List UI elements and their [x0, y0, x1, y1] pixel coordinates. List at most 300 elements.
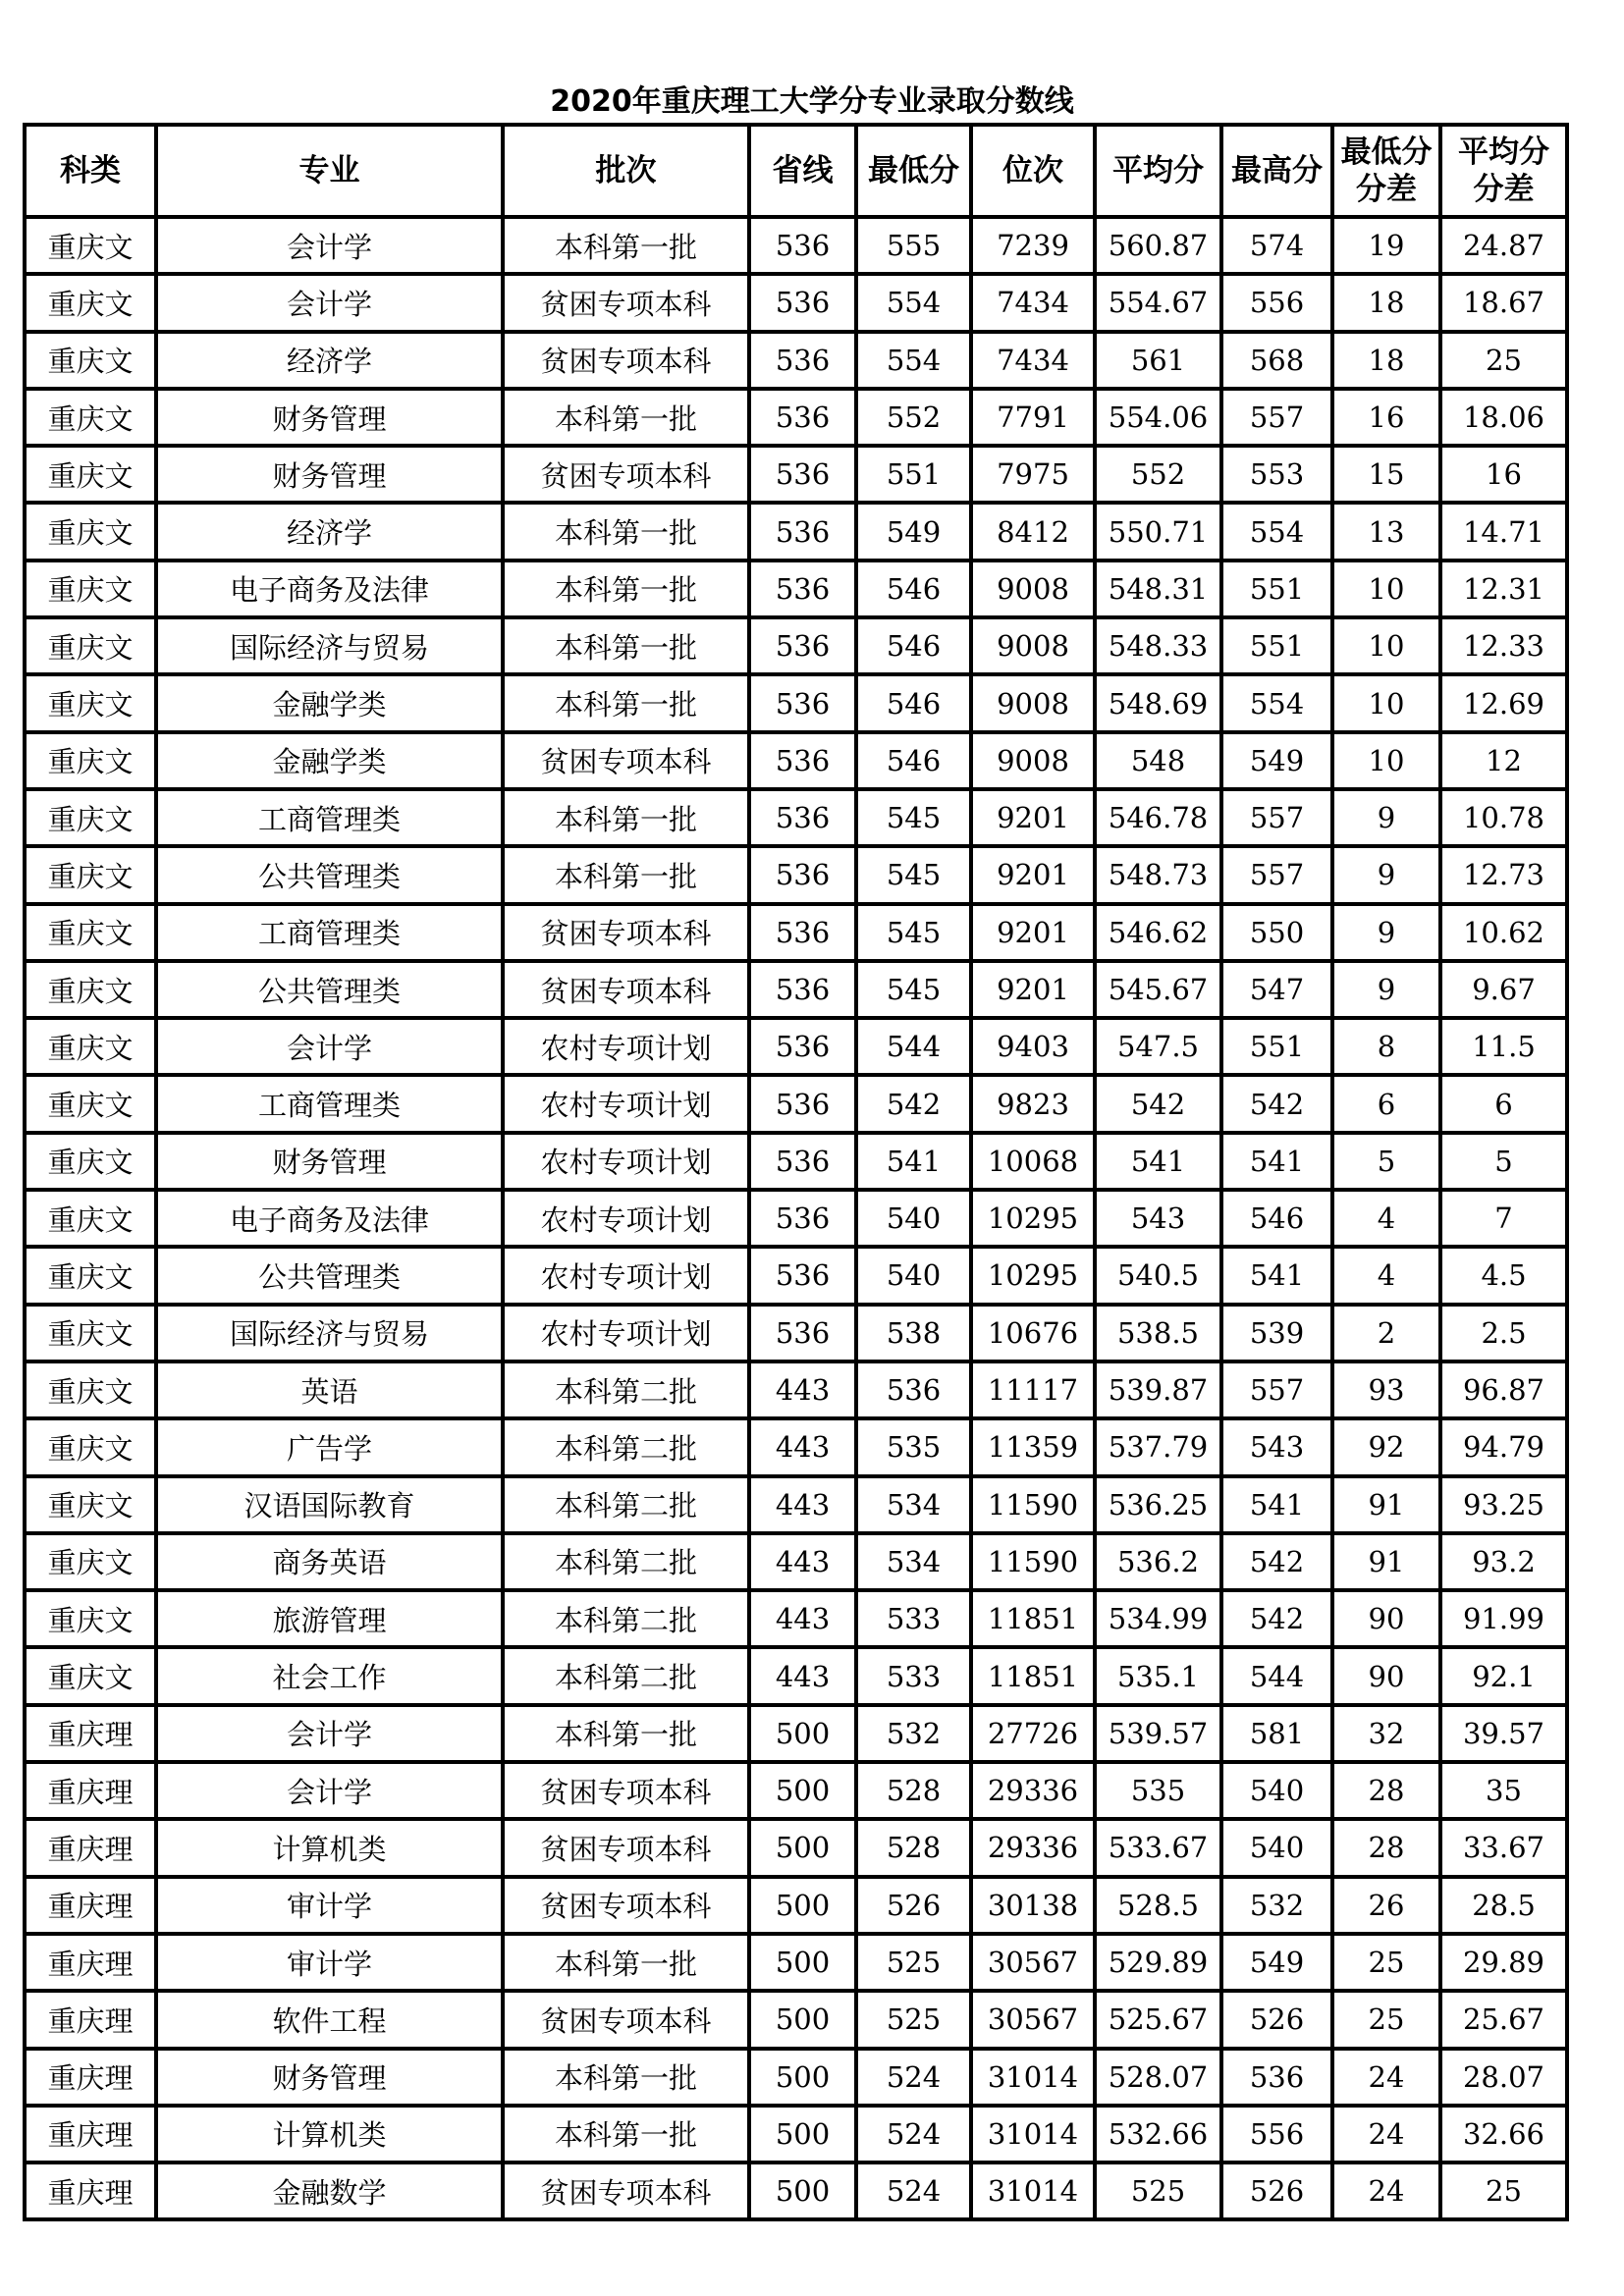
cell-avg-score: 542 — [1095, 1075, 1221, 1132]
cell-batch: 贫困专项本科 — [503, 1877, 749, 1934]
cell-max-score: 532 — [1221, 1877, 1332, 1934]
cell-major: 会计学 — [156, 1018, 503, 1075]
column-header-label: 最低分 — [1340, 134, 1433, 170]
table-row — [25, 1647, 1567, 1704]
cell-category: 重庆文 — [25, 1305, 156, 1362]
cell-min-diff: 6 — [1332, 1075, 1440, 1132]
cell-province-line: 536 — [749, 1305, 856, 1362]
cell-avg-score: 548 — [1095, 732, 1221, 789]
cell-major: 英语 — [156, 1362, 503, 1418]
cell-min-score: 525 — [856, 1934, 971, 1991]
cell-rank: 11851 — [971, 1647, 1095, 1704]
cell-avg-diff: 9.67 — [1440, 961, 1567, 1018]
cell-avg-score: 537.79 — [1095, 1418, 1221, 1475]
table-row — [25, 389, 1567, 446]
cell-rank: 10295 — [971, 1190, 1095, 1247]
document-title: 2020年重庆理工大学分专业录取分数线 — [550, 84, 1074, 119]
cell-category: 重庆文 — [25, 674, 156, 731]
cell-province-line: 500 — [749, 2049, 856, 2106]
cell-avg-score: 560.87 — [1095, 217, 1221, 274]
cell-province-line: 500 — [749, 2163, 856, 2219]
cell-max-score: 539 — [1221, 1305, 1332, 1362]
cell-min-diff: 25 — [1332, 1991, 1440, 2048]
cell-avg-diff: 12.69 — [1440, 674, 1567, 731]
cell-category: 重庆理 — [25, 1819, 156, 1876]
cell-avg-score: 545.67 — [1095, 961, 1221, 1018]
cell-min-diff: 15 — [1332, 446, 1440, 503]
column-header-label: 专业 — [298, 153, 360, 188]
cell-min-score: 534 — [856, 1533, 971, 1590]
cell-min-diff: 4 — [1332, 1190, 1440, 1247]
cell-avg-diff: 28.5 — [1440, 1877, 1567, 1934]
column-header-min-diff — [1332, 125, 1440, 217]
cell-major: 汉语国际教育 — [156, 1476, 503, 1533]
cell-major: 广告学 — [156, 1418, 503, 1475]
cell-max-score: 557 — [1221, 389, 1332, 446]
cell-avg-score: 548.31 — [1095, 561, 1221, 617]
table-row — [25, 561, 1567, 617]
cell-min-score: 536 — [856, 1362, 971, 1418]
cell-avg-diff: 94.79 — [1440, 1418, 1567, 1475]
cell-avg-diff: 92.1 — [1440, 1647, 1567, 1704]
cell-max-score: 540 — [1221, 1819, 1332, 1876]
cell-min-diff: 9 — [1332, 846, 1440, 903]
cell-batch: 本科第一批 — [503, 561, 749, 617]
column-header-avg-diff — [1440, 125, 1567, 217]
cell-major: 商务英语 — [156, 1533, 503, 1590]
cell-province-line: 536 — [749, 561, 856, 617]
cell-avg-diff: 93.2 — [1440, 1533, 1567, 1590]
cell-avg-diff: 25 — [1440, 332, 1567, 389]
cell-max-score: 547 — [1221, 961, 1332, 1018]
cell-rank: 30567 — [971, 1934, 1095, 1991]
cell-max-score: 541 — [1221, 1476, 1332, 1533]
cell-min-score: 528 — [856, 1819, 971, 1876]
cell-province-line: 500 — [749, 1762, 856, 1819]
cell-province-line: 536 — [749, 1247, 856, 1304]
table-row — [25, 1590, 1567, 1647]
cell-major: 会计学 — [156, 217, 503, 274]
cell-rank: 11590 — [971, 1533, 1095, 1590]
cell-category: 重庆文 — [25, 904, 156, 961]
cell-max-score: 551 — [1221, 561, 1332, 617]
cell-rank: 29336 — [971, 1819, 1095, 1876]
column-header-label: 批次 — [595, 153, 657, 188]
cell-batch: 本科第一批 — [503, 846, 749, 903]
cell-province-line: 536 — [749, 503, 856, 560]
column-header-label: 分差 — [1356, 172, 1417, 207]
cell-min-score: 540 — [856, 1190, 971, 1247]
cell-major: 工商管理类 — [156, 789, 503, 846]
cell-max-score: 557 — [1221, 789, 1332, 846]
cell-category: 重庆文 — [25, 1190, 156, 1247]
cell-province-line: 443 — [749, 1590, 856, 1647]
cell-avg-score: 552 — [1095, 446, 1221, 503]
cell-avg-diff: 10.62 — [1440, 904, 1567, 961]
cell-min-score: 535 — [856, 1418, 971, 1475]
cell-batch: 贫困专项本科 — [503, 332, 749, 389]
cell-avg-score: 541 — [1095, 1133, 1221, 1190]
cell-avg-score: 543 — [1095, 1190, 1221, 1247]
cell-max-score: 581 — [1221, 1705, 1332, 1762]
cell-avg-score: 539.57 — [1095, 1705, 1221, 1762]
column-header-category — [25, 125, 156, 217]
cell-batch: 农村专项计划 — [503, 1190, 749, 1247]
cell-rank: 7434 — [971, 332, 1095, 389]
cell-category: 重庆文 — [25, 446, 156, 503]
cell-rank: 31014 — [971, 2049, 1095, 2106]
cell-major: 公共管理类 — [156, 961, 503, 1018]
cell-min-diff: 10 — [1332, 617, 1440, 674]
cell-max-score: 542 — [1221, 1590, 1332, 1647]
cell-avg-diff: 14.71 — [1440, 503, 1567, 560]
cell-major: 工商管理类 — [156, 1075, 503, 1132]
cell-major: 电子商务及法律 — [156, 561, 503, 617]
cell-rank: 30138 — [971, 1877, 1095, 1934]
column-header-label: 平均分 — [1458, 134, 1549, 170]
column-header-label: 最低分 — [868, 153, 959, 188]
cell-min-score: 552 — [856, 389, 971, 446]
table-row — [25, 217, 1567, 274]
cell-category: 重庆文 — [25, 389, 156, 446]
cell-batch: 本科第一批 — [503, 2049, 749, 2106]
cell-min-diff: 26 — [1332, 1877, 1440, 1934]
cell-major: 公共管理类 — [156, 1247, 503, 1304]
cell-min-score: 532 — [856, 1705, 971, 1762]
cell-category: 重庆文 — [25, 1476, 156, 1533]
cell-min-diff: 4 — [1332, 1247, 1440, 1304]
cell-avg-score: 535 — [1095, 1762, 1221, 1819]
cell-batch: 农村专项计划 — [503, 1305, 749, 1362]
cell-max-score: 551 — [1221, 1018, 1332, 1075]
cell-province-line: 536 — [749, 904, 856, 961]
cell-avg-diff: 16 — [1440, 446, 1567, 503]
cell-batch: 农村专项计划 — [503, 1018, 749, 1075]
cell-avg-score: 536.25 — [1095, 1476, 1221, 1533]
cell-min-score: 524 — [856, 2049, 971, 2106]
cell-major: 计算机类 — [156, 2106, 503, 2163]
cell-batch: 本科第二批 — [503, 1362, 749, 1418]
cell-max-score: 556 — [1221, 274, 1332, 331]
cell-category: 重庆理 — [25, 2163, 156, 2219]
table-row — [25, 332, 1567, 389]
cell-province-line: 500 — [749, 1819, 856, 1876]
cell-major: 财务管理 — [156, 2049, 503, 2106]
column-header-province-line — [749, 125, 856, 217]
column-header-label: 平均分 — [1112, 153, 1204, 188]
cell-rank: 30567 — [971, 1991, 1095, 2048]
cell-min-diff: 24 — [1332, 2106, 1440, 2163]
cell-avg-diff: 39.57 — [1440, 1705, 1567, 1762]
cell-max-score: 546 — [1221, 1190, 1332, 1247]
cell-min-score: 540 — [856, 1247, 971, 1304]
cell-major: 会计学 — [156, 274, 503, 331]
table-row — [25, 1190, 1567, 1247]
cell-avg-score: 548.33 — [1095, 617, 1221, 674]
cell-major: 审计学 — [156, 1877, 503, 1934]
cell-rank: 9008 — [971, 674, 1095, 731]
cell-max-score: 549 — [1221, 732, 1332, 789]
cell-min-score: 534 — [856, 1476, 971, 1533]
cell-major: 财务管理 — [156, 446, 503, 503]
cell-max-score: 541 — [1221, 1133, 1332, 1190]
cell-category: 重庆文 — [25, 732, 156, 789]
cell-avg-score: 561 — [1095, 332, 1221, 389]
cell-category: 重庆文 — [25, 1018, 156, 1075]
cell-rank: 9201 — [971, 961, 1095, 1018]
cell-avg-diff: 18.06 — [1440, 389, 1567, 446]
cell-major: 社会工作 — [156, 1647, 503, 1704]
table-row — [25, 1362, 1567, 1418]
table-row — [25, 1247, 1567, 1304]
cell-batch: 本科第二批 — [503, 1418, 749, 1475]
table-body — [25, 217, 1567, 2219]
column-header-min-score — [856, 125, 971, 217]
cell-min-score: 524 — [856, 2106, 971, 2163]
cell-province-line: 536 — [749, 1075, 856, 1132]
cell-rank: 9008 — [971, 617, 1095, 674]
cell-min-score: 538 — [856, 1305, 971, 1362]
cell-batch: 本科第一批 — [503, 217, 749, 274]
cell-avg-score: 534.99 — [1095, 1590, 1221, 1647]
cell-min-diff: 10 — [1332, 674, 1440, 731]
table-row — [25, 732, 1567, 789]
cell-province-line: 536 — [749, 617, 856, 674]
table-row — [25, 2106, 1567, 2163]
cell-batch: 本科第一批 — [503, 503, 749, 560]
cell-avg-score: 528.5 — [1095, 1877, 1221, 1934]
cell-min-score: 546 — [856, 617, 971, 674]
cell-avg-score: 535.1 — [1095, 1647, 1221, 1704]
cell-category: 重庆文 — [25, 846, 156, 903]
cell-batch: 贫困专项本科 — [503, 732, 749, 789]
cell-category: 重庆理 — [25, 1705, 156, 1762]
cell-rank: 10676 — [971, 1305, 1095, 1362]
cell-category: 重庆理 — [25, 2106, 156, 2163]
table-row — [25, 1819, 1567, 1876]
cell-province-line: 443 — [749, 1362, 856, 1418]
cell-batch: 本科第二批 — [503, 1533, 749, 1590]
cell-avg-score: 554.06 — [1095, 389, 1221, 446]
admission-scores-table — [23, 123, 1569, 2221]
cell-min-diff: 19 — [1332, 217, 1440, 274]
table-row — [25, 1418, 1567, 1475]
cell-major: 国际经济与贸易 — [156, 617, 503, 674]
cell-major: 金融学类 — [156, 732, 503, 789]
cell-avg-diff: 4.5 — [1440, 1247, 1567, 1304]
column-header-label: 最高分 — [1231, 153, 1323, 188]
cell-min-diff: 90 — [1332, 1590, 1440, 1647]
cell-category: 重庆理 — [25, 1877, 156, 1934]
header-row — [25, 125, 1567, 217]
cell-avg-score: 532.66 — [1095, 2106, 1221, 2163]
cell-major: 旅游管理 — [156, 1590, 503, 1647]
cell-min-diff: 9 — [1332, 904, 1440, 961]
table-row — [25, 674, 1567, 731]
cell-avg-score: 547.5 — [1095, 1018, 1221, 1075]
cell-province-line: 536 — [749, 1190, 856, 1247]
cell-min-score: 554 — [856, 274, 971, 331]
cell-rank: 11590 — [971, 1476, 1095, 1533]
cell-rank: 10068 — [971, 1133, 1095, 1190]
cell-avg-diff: 33.67 — [1440, 1819, 1567, 1876]
cell-batch: 贫困专项本科 — [503, 961, 749, 1018]
table-row — [25, 961, 1567, 1018]
cell-avg-diff: 32.66 — [1440, 2106, 1567, 2163]
column-header-label: 位次 — [1002, 153, 1063, 188]
cell-avg-diff: 10.78 — [1440, 789, 1567, 846]
cell-rank: 7791 — [971, 389, 1095, 446]
cell-max-score: 541 — [1221, 1247, 1332, 1304]
cell-min-diff: 13 — [1332, 503, 1440, 560]
cell-max-score: 568 — [1221, 332, 1332, 389]
cell-rank: 10295 — [971, 1247, 1095, 1304]
cell-batch: 本科第一批 — [503, 789, 749, 846]
table-row — [25, 1762, 1567, 1819]
table-row — [25, 1934, 1567, 1991]
cell-max-score: 553 — [1221, 446, 1332, 503]
cell-avg-score: 529.89 — [1095, 1934, 1221, 1991]
cell-rank: 7975 — [971, 446, 1095, 503]
cell-max-score: 550 — [1221, 904, 1332, 961]
cell-min-diff: 9 — [1332, 961, 1440, 1018]
table-row — [25, 1705, 1567, 1762]
cell-batch: 贫困专项本科 — [503, 1819, 749, 1876]
cell-province-line: 443 — [749, 1533, 856, 1590]
cell-rank: 11851 — [971, 1590, 1095, 1647]
cell-min-diff: 10 — [1332, 561, 1440, 617]
cell-province-line: 536 — [749, 789, 856, 846]
cell-min-diff: 16 — [1332, 389, 1440, 446]
cell-province-line: 500 — [749, 1934, 856, 1991]
cell-rank: 9201 — [971, 789, 1095, 846]
cell-province-line: 536 — [749, 446, 856, 503]
cell-avg-diff: 96.87 — [1440, 1362, 1567, 1418]
table-row — [25, 2163, 1567, 2219]
cell-max-score: 554 — [1221, 674, 1332, 731]
cell-rank: 9201 — [971, 904, 1095, 961]
cell-province-line: 536 — [749, 732, 856, 789]
cell-avg-diff: 5 — [1440, 1133, 1567, 1190]
cell-avg-diff: 18.67 — [1440, 274, 1567, 331]
cell-min-diff: 18 — [1332, 332, 1440, 389]
table-row — [25, 1533, 1567, 1590]
cell-avg-score: 525.67 — [1095, 1991, 1221, 2048]
cell-min-score: 533 — [856, 1590, 971, 1647]
cell-category: 重庆理 — [25, 1934, 156, 1991]
cell-rank: 11359 — [971, 1418, 1095, 1475]
cell-min-diff: 8 — [1332, 1018, 1440, 1075]
cell-major: 会计学 — [156, 1705, 503, 1762]
cell-batch: 本科第二批 — [503, 1647, 749, 1704]
table-row — [25, 1991, 1567, 2048]
cell-rank: 11117 — [971, 1362, 1095, 1418]
cell-major: 金融数学 — [156, 2163, 503, 2219]
column-header-label: 省线 — [772, 153, 834, 188]
cell-avg-score: 540.5 — [1095, 1247, 1221, 1304]
cell-min-score: 545 — [856, 789, 971, 846]
cell-category: 重庆文 — [25, 1647, 156, 1704]
cell-batch: 贫困专项本科 — [503, 1991, 749, 2048]
cell-category: 重庆理 — [25, 1991, 156, 2048]
cell-major: 会计学 — [156, 1762, 503, 1819]
cell-category: 重庆文 — [25, 1533, 156, 1590]
table-row — [25, 1018, 1567, 1075]
cell-category: 重庆文 — [25, 1362, 156, 1418]
cell-category: 重庆文 — [25, 274, 156, 331]
cell-avg-diff: 12.73 — [1440, 846, 1567, 903]
cell-avg-diff: 35 — [1440, 1762, 1567, 1819]
cell-min-score: 526 — [856, 1877, 971, 1934]
cell-max-score: 574 — [1221, 217, 1332, 274]
cell-province-line: 536 — [749, 332, 856, 389]
cell-batch: 贫困专项本科 — [503, 904, 749, 961]
cell-rank: 8412 — [971, 503, 1095, 560]
table-row — [25, 789, 1567, 846]
cell-min-score: 525 — [856, 1991, 971, 2048]
cell-avg-diff: 11.5 — [1440, 1018, 1567, 1075]
cell-max-score: 554 — [1221, 503, 1332, 560]
cell-province-line: 500 — [749, 1991, 856, 2048]
cell-major: 财务管理 — [156, 1133, 503, 1190]
cell-category: 重庆理 — [25, 2049, 156, 2106]
cell-rank: 9008 — [971, 732, 1095, 789]
cell-rank: 27726 — [971, 1705, 1095, 1762]
cell-avg-diff: 12.31 — [1440, 561, 1567, 617]
cell-min-score: 542 — [856, 1075, 971, 1132]
cell-major: 公共管理类 — [156, 846, 503, 903]
cell-min-diff: 9 — [1332, 789, 1440, 846]
cell-province-line: 536 — [749, 1133, 856, 1190]
cell-batch: 贫困专项本科 — [503, 1762, 749, 1819]
cell-category: 重庆文 — [25, 1247, 156, 1304]
cell-min-score: 554 — [856, 332, 971, 389]
cell-province-line: 536 — [749, 1018, 856, 1075]
cell-min-score: 546 — [856, 561, 971, 617]
table-row — [25, 904, 1567, 961]
table-row — [25, 617, 1567, 674]
cell-min-score: 533 — [856, 1647, 971, 1704]
cell-avg-diff: 12.33 — [1440, 617, 1567, 674]
cell-avg-diff: 91.99 — [1440, 1590, 1567, 1647]
table-row — [25, 2049, 1567, 2106]
cell-rank: 7434 — [971, 274, 1095, 331]
table-row — [25, 1305, 1567, 1362]
cell-min-score: 541 — [856, 1133, 971, 1190]
cell-avg-score: 528.07 — [1095, 2049, 1221, 2106]
cell-min-score: 545 — [856, 904, 971, 961]
cell-batch: 本科第一批 — [503, 674, 749, 731]
cell-batch: 农村专项计划 — [503, 1075, 749, 1132]
cell-major: 财务管理 — [156, 389, 503, 446]
cell-province-line: 536 — [749, 217, 856, 274]
cell-category: 重庆文 — [25, 217, 156, 274]
table-row — [25, 503, 1567, 560]
cell-min-diff: 10 — [1332, 732, 1440, 789]
cell-batch: 本科第一批 — [503, 2106, 749, 2163]
cell-max-score: 557 — [1221, 846, 1332, 903]
cell-batch: 本科第一批 — [503, 617, 749, 674]
cell-avg-diff: 25 — [1440, 2163, 1567, 2219]
cell-category: 重庆文 — [25, 1133, 156, 1190]
cell-category: 重庆理 — [25, 1762, 156, 1819]
cell-major: 国际经济与贸易 — [156, 1305, 503, 1362]
cell-batch: 贫困专项本科 — [503, 446, 749, 503]
cell-min-score: 528 — [856, 1762, 971, 1819]
cell-major: 计算机类 — [156, 1819, 503, 1876]
cell-max-score: 542 — [1221, 1075, 1332, 1132]
cell-avg-diff: 2.5 — [1440, 1305, 1567, 1362]
